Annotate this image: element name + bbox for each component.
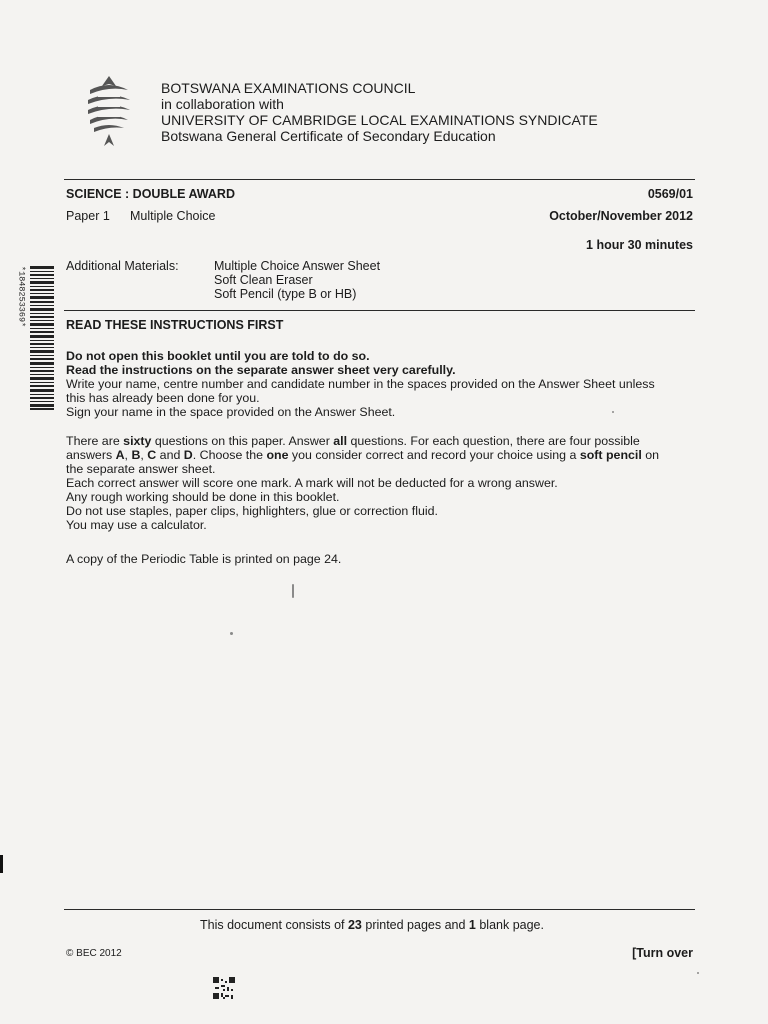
text-run: , [140,448,148,462]
instruction-line: this has already been done for you. [66,391,260,405]
page-count-note [200,918,544,932]
paper-type: Multiple Choice [130,209,216,223]
instruction-line: Each correct answer will score one mark. A mark will not be deducted for a wrong answer. [66,476,558,490]
scan-speck [292,584,294,598]
scan-speck [697,972,699,974]
materials-label: Additional Materials: [66,259,179,273]
subject-title: SCIENCE : DOUBLE AWARD [66,187,235,201]
materials-item: Multiple Choice Answer Sheet [214,259,381,273]
syndicate-name: UNIVERSITY OF CAMBRIDGE LOCAL EXAMINATIONS SYNDICATE [161,112,598,128]
instruction-bold-2: Read the instructions on the separate answer sheet very carefully. [66,363,456,377]
instructions-block-2 [66,434,696,532]
instruction-line [66,448,696,462]
scan-speck [612,411,614,413]
text-run: . Choose the [192,448,267,462]
instruction-line: Write your name, centre number and candidate number in the spaces provided on the Answer Sheet unless [66,377,655,391]
exam-code: 0569/01 [647,187,693,201]
instructions-block-1 [66,349,696,419]
instruction-line: Any rough working should be done in this booklet. [66,490,340,504]
exam-header [161,80,598,144]
barcode-digits: *1848253369* [16,266,27,328]
materials-divider [64,310,695,311]
exam-session: October/November 2012 [549,209,693,223]
paper-number: Paper 1 [66,209,110,223]
instruction-line: You may use a calculator. [66,518,207,532]
scan-speck [0,855,3,873]
text-run: questions on this paper. Answer [151,434,334,448]
text-run: , [124,448,132,462]
periodic-table-note: A copy of the Periodic Table is printed on page 24. [66,552,342,566]
scan-speck [230,632,233,635]
text-bold: 23 [347,918,362,932]
instruction-line [66,434,696,448]
text-bold: sixty [123,434,152,448]
text-bold: D [183,448,193,462]
barcode-icon [30,266,54,410]
instruction-line: Do not use staples, paper clips, highlighters, glue or correction fluid. [66,504,438,518]
instructions-heading: READ THESE INSTRUCTIONS FIRST [66,318,284,332]
text-run: printed pages and [361,918,469,932]
instruction-bold-1: Do not open this booklet until you are told to do so. [66,349,370,363]
council-name: BOTSWANA EXAMINATIONS COUNCIL [161,80,416,96]
text-run: There are [66,434,124,448]
barcode-number [16,266,28,327]
text-run: questions. For each question, there are four possible [347,434,640,448]
text-bold: C [147,448,157,462]
text-bold: B [131,448,141,462]
materials-item: Soft Pencil (type B or HB) [214,287,357,301]
text-bold: A [115,448,125,462]
qr-code-icon [213,977,235,999]
text-run: blank page. [475,918,544,932]
collaboration-text: in collaboration with [161,96,284,112]
materials-item: Soft Clean Eraser [214,273,313,287]
text-bold: soft pencil [579,448,642,462]
text-run: on [641,448,660,462]
copyright: © BEC 2012 [66,948,122,959]
materials-list [214,259,380,301]
text-run: you consider correct and record your choice using a [288,448,580,462]
text-run: and [156,448,184,462]
text-bold: one [266,448,289,462]
text-run: answers [66,448,116,462]
bec-logo-icon [86,76,132,146]
certificate-name: Botswana General Certificate of Secondary Education [161,128,496,144]
exam-duration: 1 hour 30 minutes [586,238,693,252]
header-divider [64,179,695,180]
text-bold: 1 [468,918,476,932]
text-bold: all [333,434,348,448]
instruction-line: the separate answer sheet. [66,462,216,476]
footer-divider [64,909,695,910]
instruction-line: Sign your name in the space provided on the Answer Sheet. [66,405,396,419]
text-run: This document consists of [200,918,348,932]
turn-over-label: [Turn over [632,946,693,960]
